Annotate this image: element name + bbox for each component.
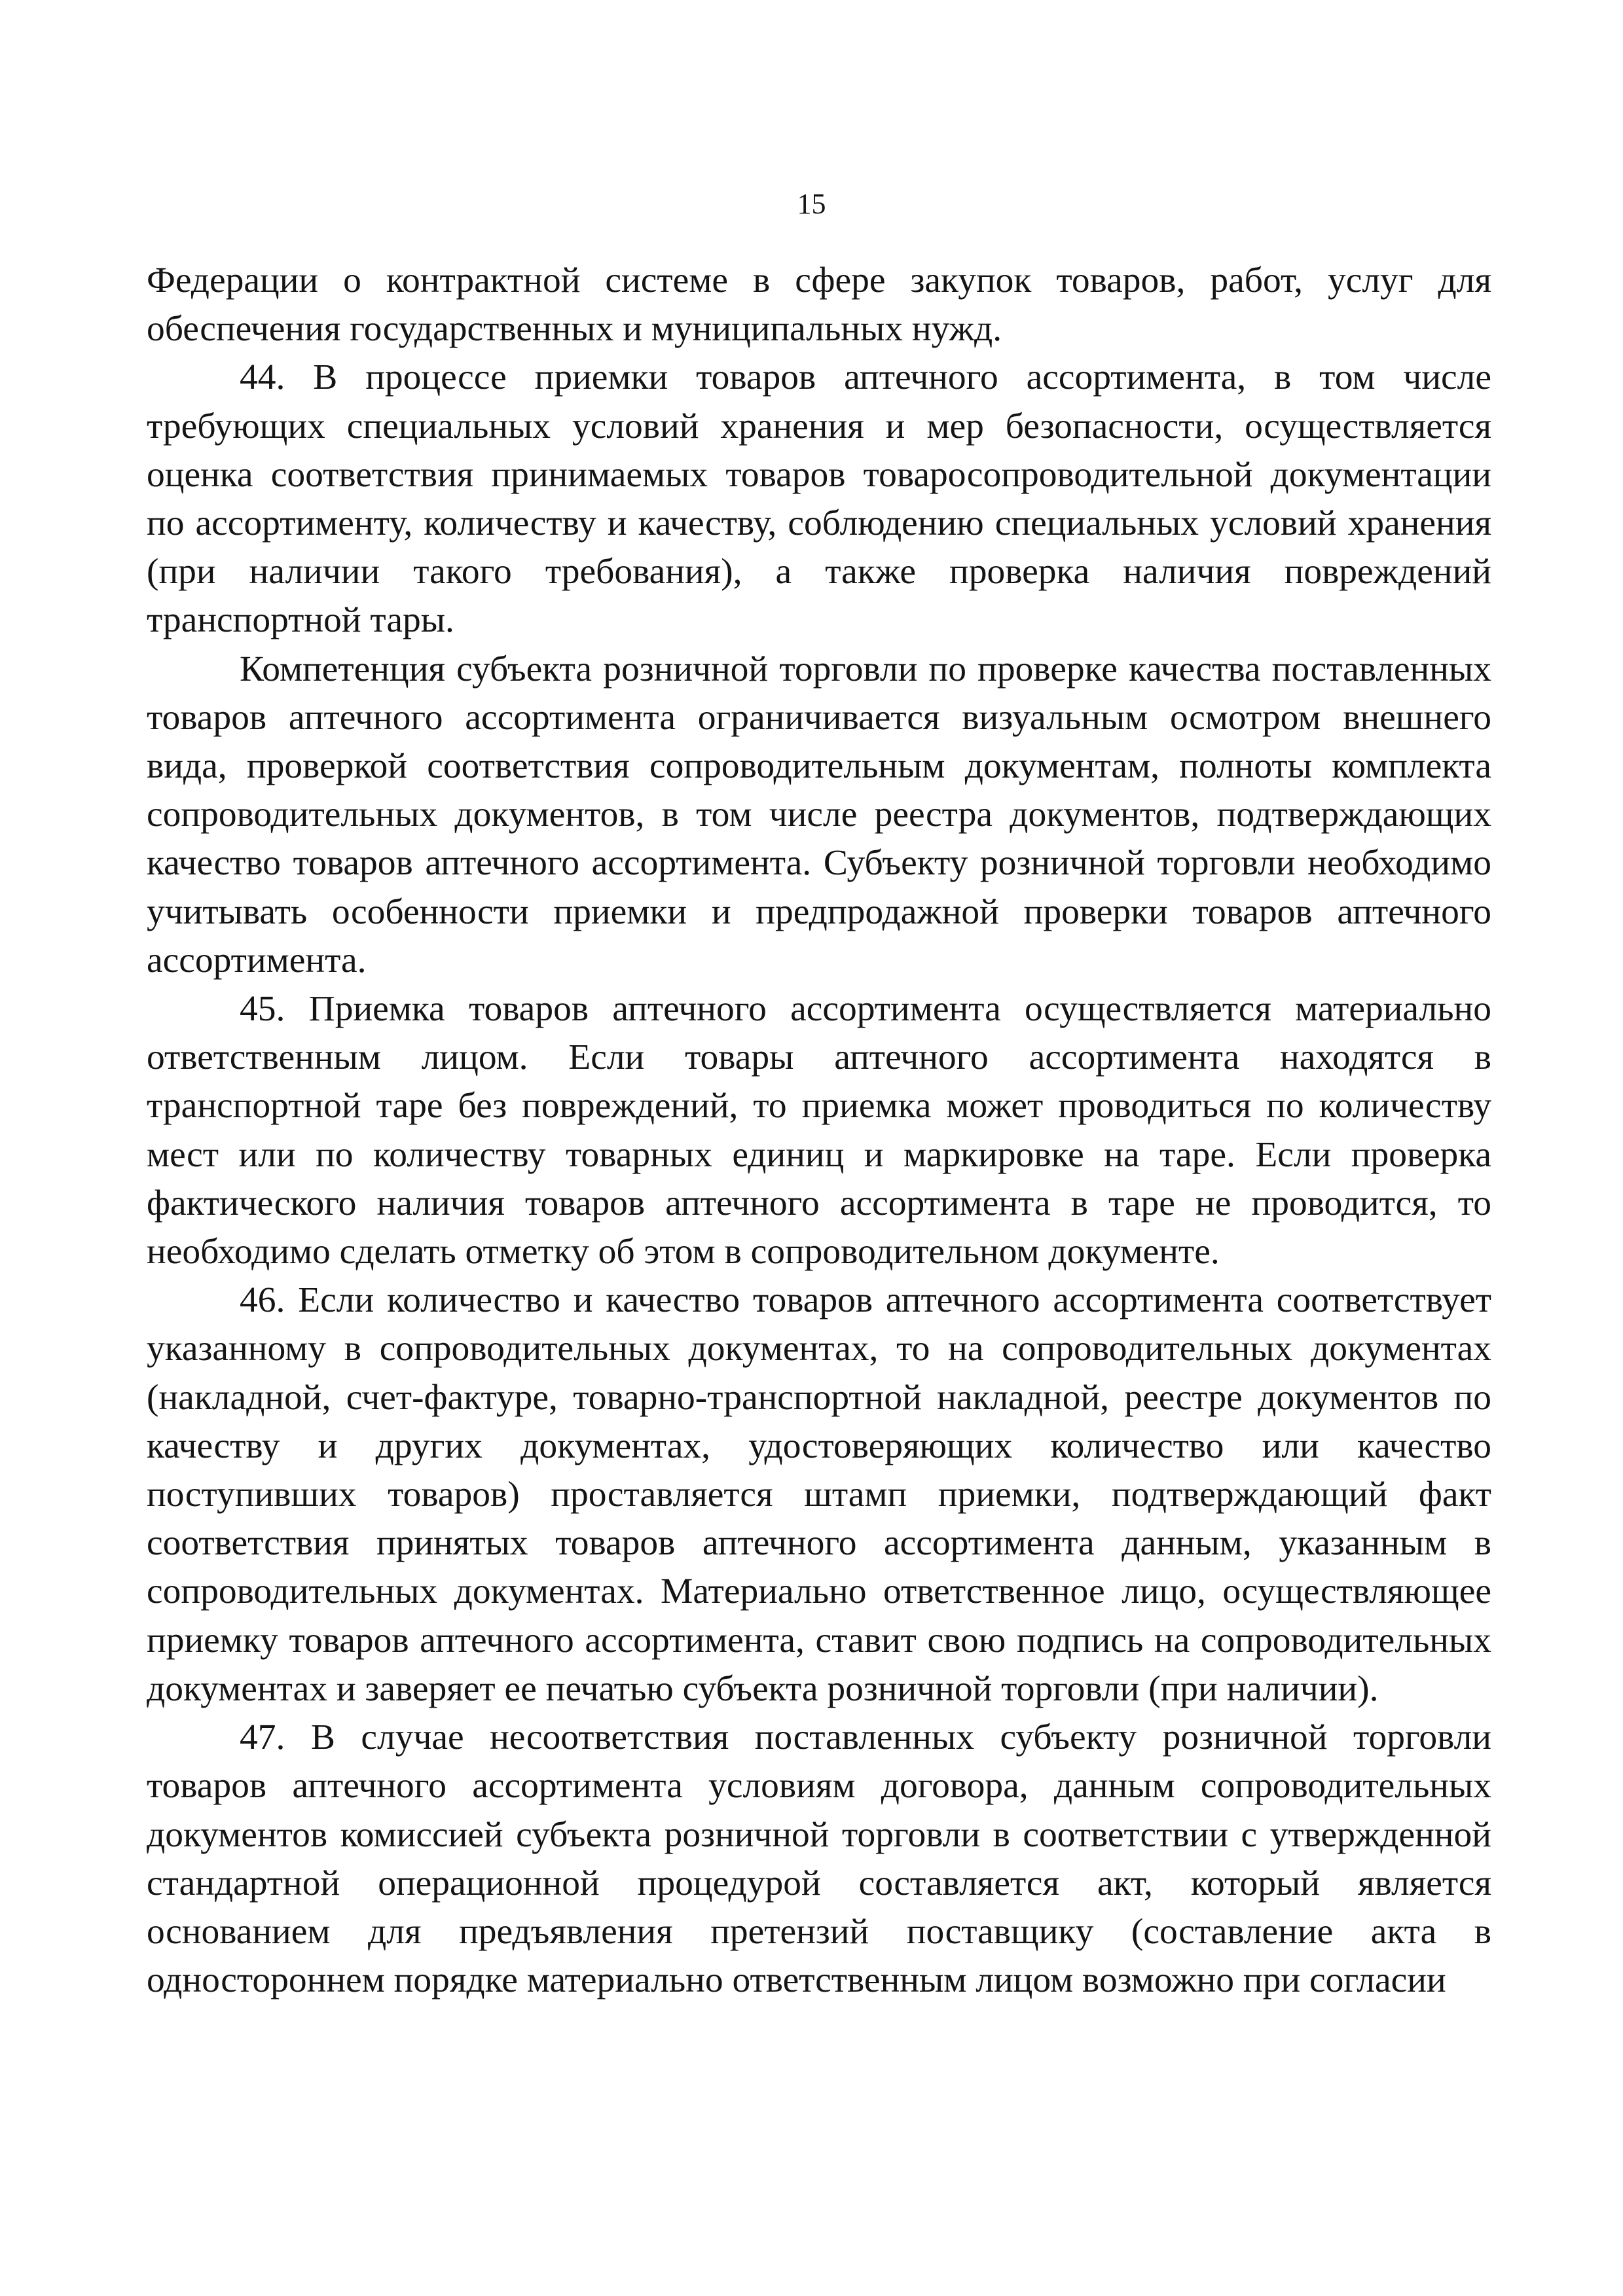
- document-body: [147, 257, 1491, 2005]
- paragraph-continuation: [147, 257, 1491, 353]
- page-number: 15: [797, 188, 826, 220]
- paragraph-text: Федерации о контрактной системе в сфере закупок товаров, работ, услуг для обеспечения государственных и муниципальных нужд.: [147, 260, 1491, 350]
- paragraph-text: Компетенция субъекта розничной торговли по проверке качества поставленных товаров аптечного ассортимента ограничивается визуальным осмотром внешнего вида, проверкой соответствия сопроводительным документам, полноты комплекта сопроводительных документов, в том числе реестра документов, подтверждающих качество товаров аптечного ассортимента. Субъекту розничной торговли необходимо учитывать особенности приемки и предпродажной проверки товаров аптечного ассортимента.: [147, 649, 1491, 980]
- paragraph-text: Если количество и качество товаров аптечного ассортимента соответствует указанному в сопроводительных документах, то на сопроводительных документах (накладной, счет-фактуре, товарно-транспортной накладной, реестре документов по качеству и других документах, удостоверяющих количество или качество поступивших товаров) проставляется штамп приемки, подтверждающий факт соответствия принятых товаров аптечного ассортимента данным, указанным в сопроводительных документах. Материально ответственное лицо, осуществляющее приемку товаров аптечного ассортимента, ставит свою подпись на сопроводительных документах и заверяет ее печатью субъекта розничной торговли (при наличии).: [147, 1280, 1491, 1709]
- paragraph-text: Приемка товаров аптечного ассортимента осуществляется материально ответственным лицом. Если товары аптечного ассортимента находятся в транспортной таре без повреждений, то приемка может проводиться по количеству мест или по количеству товарных единиц и маркировке на таре. Если проверка фактического наличия товаров аптечного ассортимента в таре не проводится, то необходимо сделать отметку об этом в сопроводительном документе.: [147, 989, 1491, 1272]
- paragraph-number: 47.: [240, 1717, 311, 1758]
- paragraph-text: В процессе приемки товаров аптечного ассортимента, в том числе требующих специальных условий хранения и мер безопасности, осуществляется оценка соответствия принимаемых товаров товаросопроводительной документации по ассортименту, количеству и качеству, соблюдению специальных условий хранения (при наличии такого требования), а также проверка наличия повреждений транспортной тары.: [147, 357, 1492, 641]
- paragraph-number: 44.: [240, 357, 314, 398]
- paragraph-text: В случае несоответствия поставленных субъекту розничной торговли товаров аптечного ассортимента условиям договора, данным сопроводительных документов комиссией субъекта розничной торговли в соответствии с утвержденной стандартной операционной процедурой составляется акт, который является основанием для предъявления претензий поставщику (составление акта в одностороннем порядке материально ответственным лицом возможно при согласии: [147, 1717, 1491, 2001]
- paragraph-competence: [147, 645, 1491, 985]
- paragraph-47: [147, 1713, 1491, 2005]
- paragraph-44: [147, 353, 1491, 645]
- paragraph-number: 46.: [240, 1280, 299, 1321]
- paragraph-45: [147, 985, 1491, 1276]
- paragraph-number: 45.: [240, 989, 309, 1030]
- paragraph-46: [147, 1276, 1491, 1713]
